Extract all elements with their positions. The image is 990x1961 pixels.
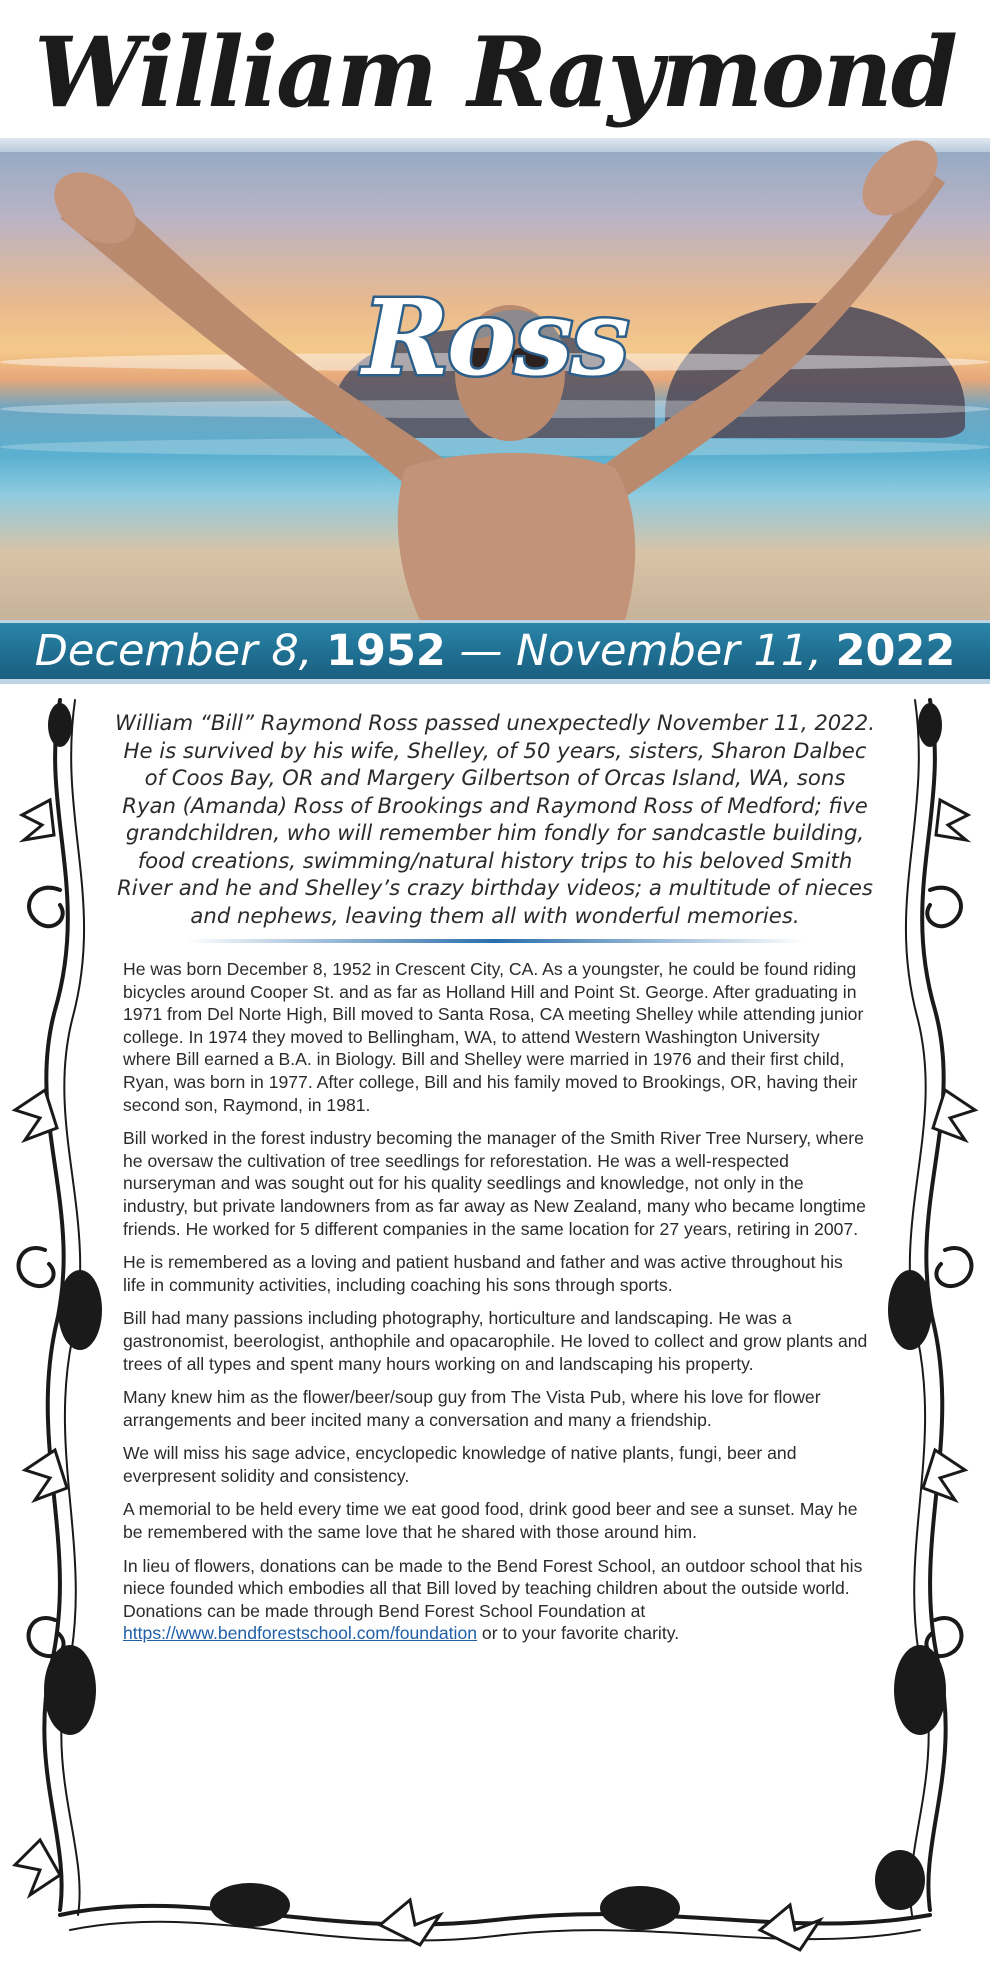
- birth-date: December 8,: [34, 626, 313, 676]
- body-paragraph: Bill worked in the forest industry becoming the manager of the Smith River Tree Nursery, where he oversaw the cultivation of tree seedlings for reforestation. He was a well-respected nurseryman and was sought out for his quality seedlings and knowledge, not only in the industry, but private landowners from as far away as New Zealand, many who became longtime friends. He worked for 5 different companies in the same location for 27 years, retiring in 2007.: [123, 1128, 866, 1239]
- body-paragraph: He was born December 8, 1952 in Crescent City, CA. As a youngster, he could be found riding bicycles around Cooper St. and as far as Holland Hill and Point St. George. After graduating in 1971 from Del Norte High, Bill moved to Santa Rosa, CA meeting Shelley while attending junior college. In 1974 they moved to Bellingham, WA, to attend Western Washington University where Bill earned a B.A. in Biology. Bill and Shelley were married in 1976 and their first child, Ryan, was born in 1977. After college, Bill and his family moved to Brookings, OR, having their second son, Raymond, in 1981.: [123, 959, 864, 1115]
- memorial-photo: [0, 138, 990, 620]
- body-paragraph: A memorial to be held every time we eat good food, drink good beer and see a sunset. May he be remembered with the same love that he shared with those around him.: [123, 1499, 858, 1543]
- section-divider: [185, 939, 805, 943]
- donation-paragraph: [123, 1555, 868, 1645]
- date-separator: —: [459, 626, 503, 676]
- body-paragraph: We will miss his sage advice, encyclopedic knowledge of native plants, fungi, beer and everpresent solidity and consistency.: [123, 1443, 797, 1486]
- obituary-body: [123, 958, 868, 1656]
- death-date: November 11,: [516, 626, 822, 676]
- body-paragraph: Bill had many passions including photography, horticulture and landscaping. He was a gastronomist, beerologist, anthophile and opacarophile. He loved to collect and grow plants and trees of all types and spent many hours working on and landscaping his property.: [123, 1308, 868, 1374]
- life-dates-banner: [0, 620, 990, 684]
- body-paragraph: Many knew him as the flower/beer/soup guy from The Vista Pub, where his love for flower arrangements and beer incited many a conversation and many a friendship.: [123, 1387, 821, 1430]
- surname-overlay: [0, 278, 990, 398]
- body-paragraph: He is remembered as a loving and patient husband and father and was active throughout his life in community activities, including coaching his sons through sports.: [123, 1252, 843, 1295]
- name-surname: Ross: [362, 276, 628, 399]
- birth-year: 1952: [326, 626, 446, 676]
- death-year: 2022: [835, 626, 956, 676]
- donation-text: In lieu of flowers, donations can be made to the Bend Forest School, an outdoor school that his niece founded which embodies all that Bill loved by teaching children about the outside world. Donations can be made through Bend Forest School Foundation at: [123, 1555, 863, 1621]
- obituary-name-heading: [0, 8, 990, 138]
- obituary-intro: William “Bill” Raymond Ross passed unexpectedly November 11, 2022. He is survived by his wife, Shelley, of 50 years, sisters, Sharon Dalbec of Coos Bay, OR and Margery Gilbertson of Orcas Island, WA, sons Ryan (Amanda) Ross of Brookings and Raymond Ross of Medford; five grandchildren, who will remember him fondly for sandcastle building, food creations, swimming/natural history trips to his beloved Smith River and he and Shelley’s crazy birthday videos; a multitude of nieces and nephews, leaving them all with wonderful memories.: [115, 710, 875, 928]
- name-first-middle: William Raymond: [34, 16, 956, 129]
- foundation-link[interactable]: https://www.bendforestschool.com/foundation: [123, 1623, 478, 1644]
- donation-text-end: or to your favorite charity.: [477, 1623, 680, 1644]
